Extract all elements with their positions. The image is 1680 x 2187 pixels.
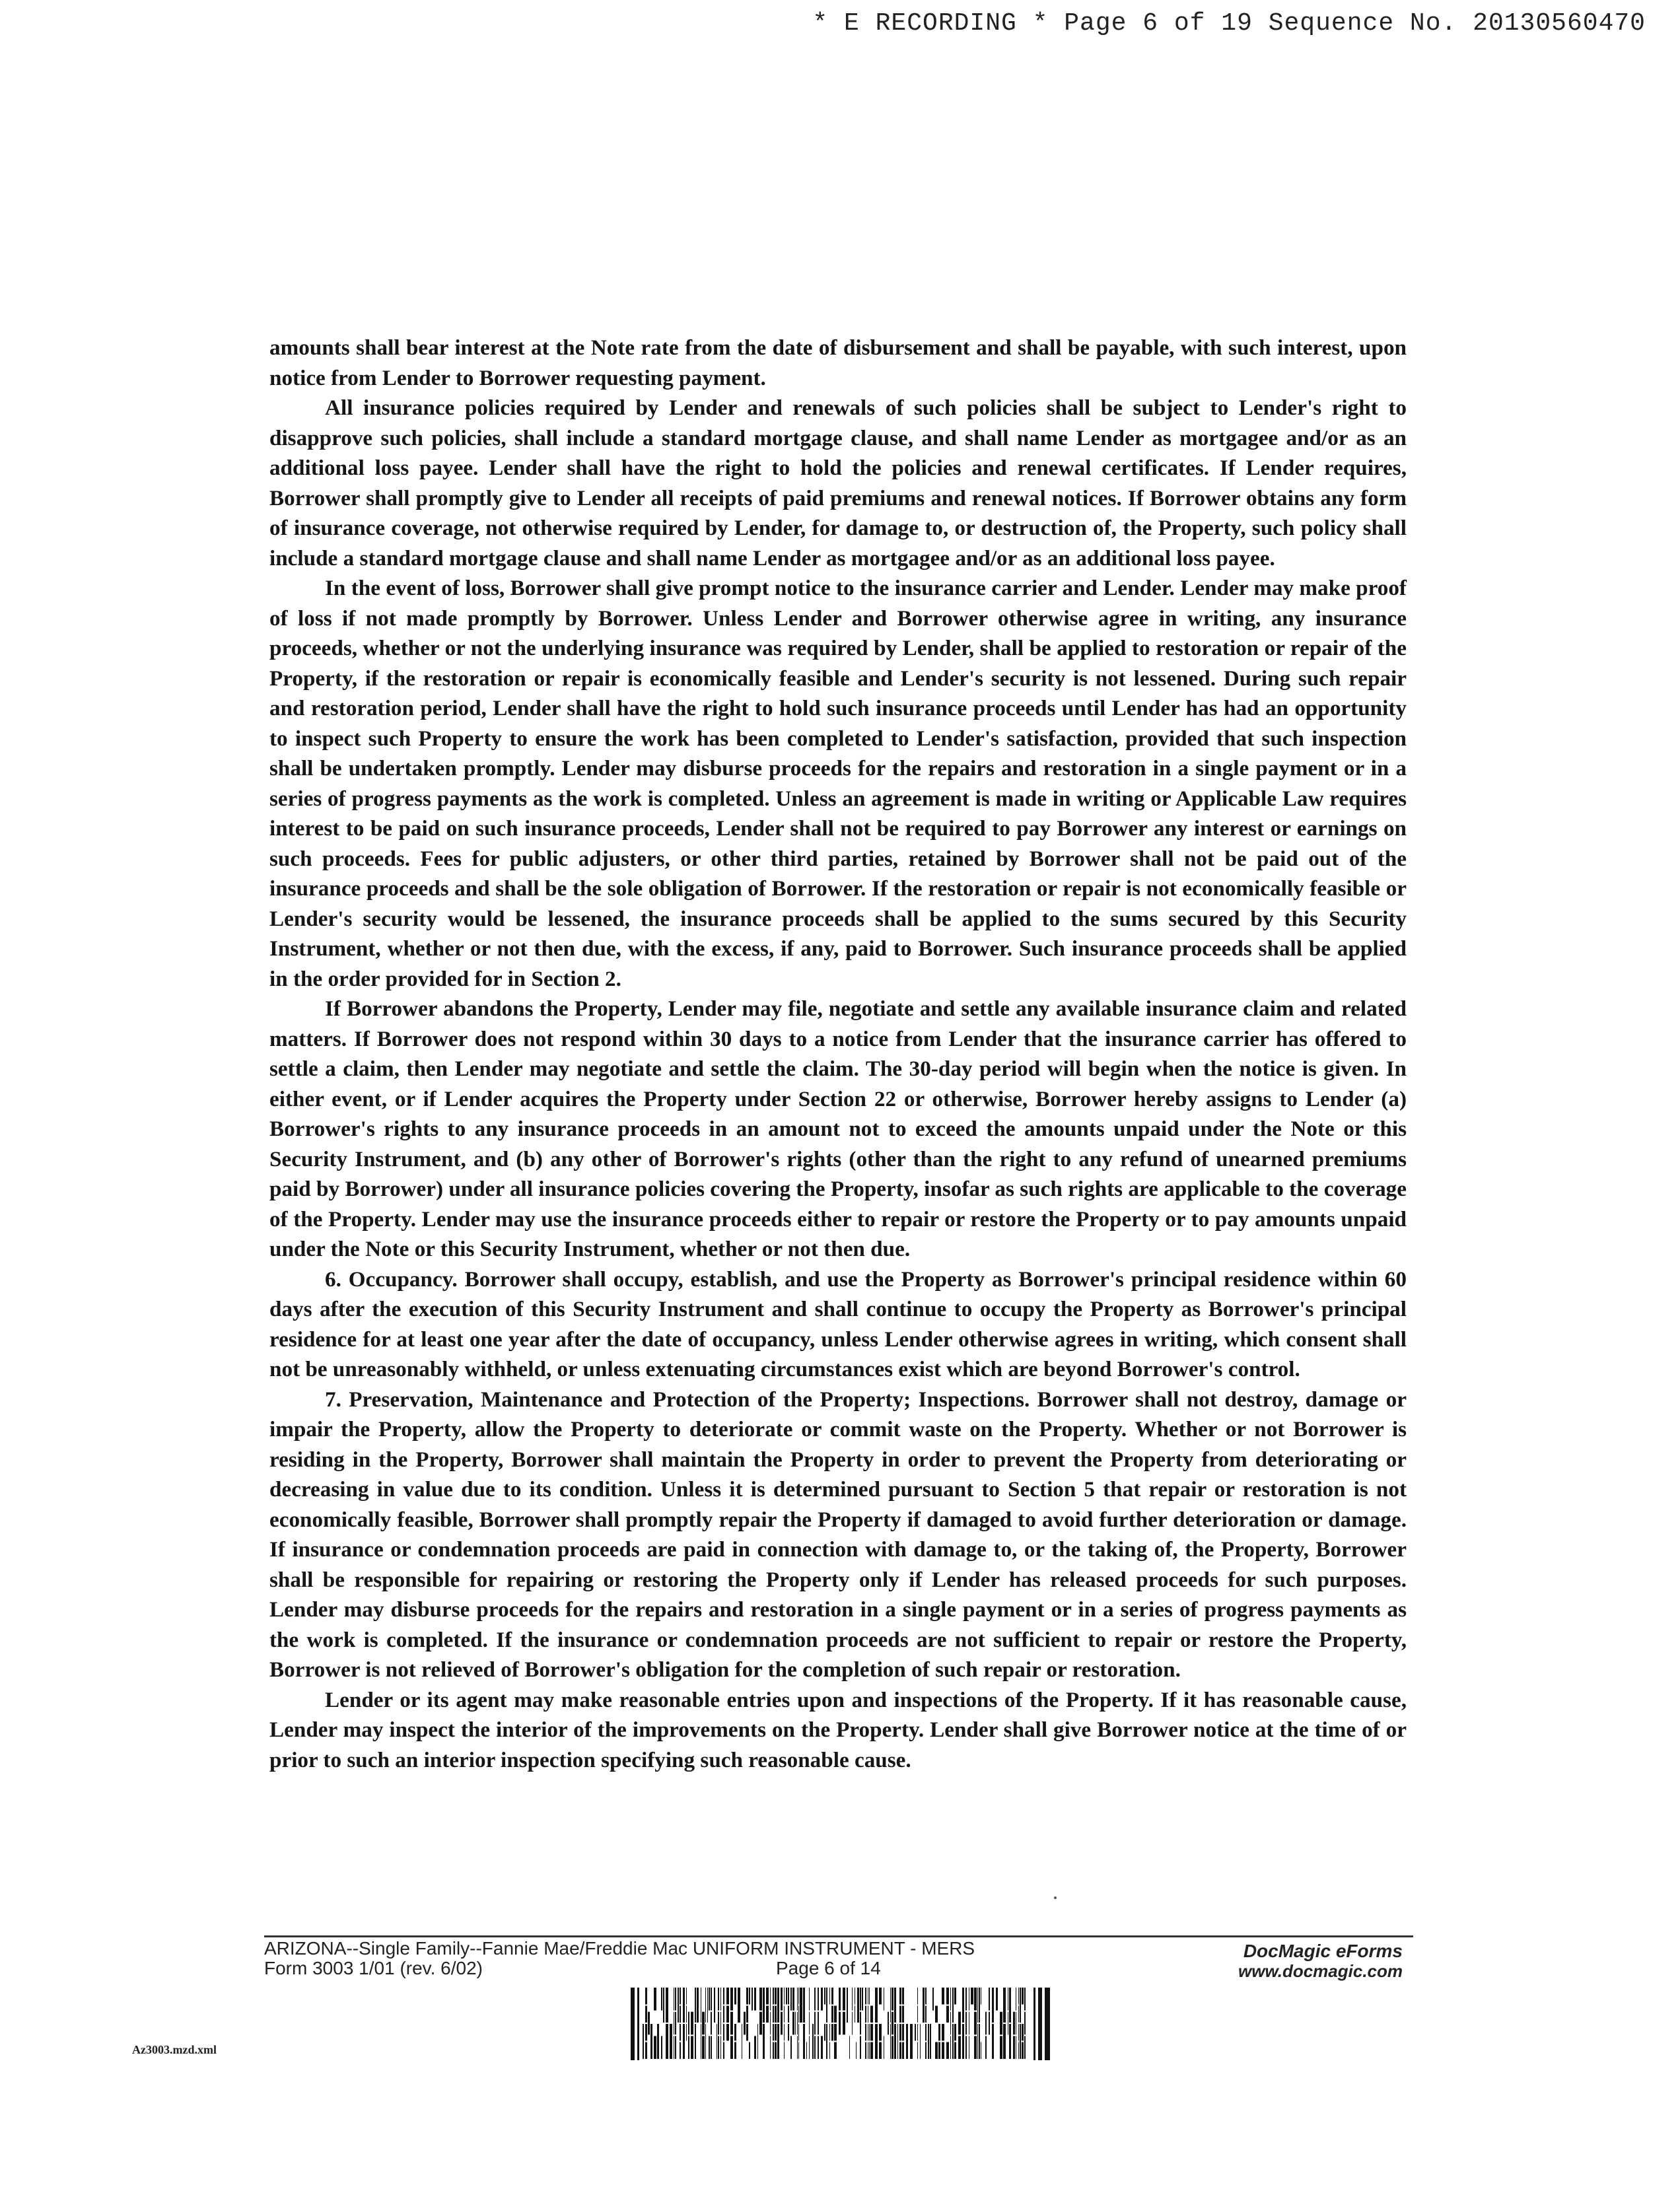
form-title: ARIZONA--Single Family--Fannie Mae/Freddie Mac UNIFORM INSTRUMENT - MERS bbox=[264, 1938, 975, 1959]
paragraph-1: amounts shall bear interest at the Note rate from the date of disbursement and shall be payable, with such interest, upon notice from Lender to Borrower requesting payment. bbox=[269, 335, 1407, 390]
paragraph-4: If Borrower abandons the Property, Lender may file, negotiate and settle any available insurance claim and related matters. If Borrower does not respond within 30 days to a notice from Lender that the insurance carrier has offered to settle a claim, then Lender may negotiate and settle the claim. The 30-day period will begin when the notice is given. In either event, or if Lender acquires the Property under Section 22 or otherwise, Borrower hereby assigns to Lender (a) Borrower's rights to any insurance proceeds in an amount not to exceed the amounts unpaid under the Note or this Security Instrument, and (b) any other of Borrower's rights (other than the right to any refund of unearned premiums paid by Borrower) under all insurance policies covering the Property, insofar as such rights are applicable to the coverage of the Property. Lender may use the insurance proceeds either to repair or restore the Property or to pay amounts unpaid under the Note or this Security Instrument, whether or not then due. bbox=[269, 996, 1407, 1261]
paragraph-2: All insurance policies required by Lender and renewals of such policies shall be subject to Lender's right to disapprove such policies, shall include a standard mortgage clause, and shall name Lender as mortgagee and/or as an additional loss payee. Lender shall have the right to hold the policies and renewal certificates. If Lender requires, Borrower shall promptly give to Lender all receipts of paid premiums and renewal notices. If Borrower obtains any form of insurance coverage, not otherwise required by Lender, for damage to, or destruction of, the Property, such policy shall include a standard mortgage clause and shall name Lender as mortgagee and/or as an additional loss payee. bbox=[269, 396, 1407, 571]
stray-mark bbox=[1054, 1896, 1057, 1899]
page-number: Page 6 of 14 bbox=[776, 1958, 881, 1978]
section-7-preservation: 7. Preservation, Maintenance and Protection of the Property; Inspections. Borrower shall not destroy, damage or impair the Property, allow the Property to deteriorate or commit waste on the Property. Whether or not Borrower is residing in the Property, Borrower shall maintain the Property in order to prevent the Property from deteriorating or decreasing in value due to its condition. Unless it is determined pursuant to Section 5 that repair or restoration is not economically feasible, Borrower shall promptly repair the Property if damaged to avoid further deterioration or damage. If insurance or condemnation proceeds are paid in connection with damage to, or the taking of, the Property, Borrower shall be responsible for repairing or restoring the Property only if Lender has released proceeds for such purposes. Lender may disburse proceeds for the repairs and restoration in a single payment or in a series of progress payments as the work is completed. If the insurance or condemnation proceeds are not sufficient to repair or restore the Property, Borrower is not relieved of Borrower's obligation for the completion of such repair or restoration. bbox=[269, 1387, 1407, 1682]
section-heading: 6. Occupancy. bbox=[325, 1267, 458, 1292]
section-heading: 7. Preservation, Maintenance and Protection of the Property; Inspections. bbox=[325, 1387, 1030, 1412]
form-number: Form 3003 1/01 (rev. 6/02) bbox=[264, 1958, 483, 1978]
file-identifier: Az3003.mzd.xml bbox=[132, 2043, 217, 2056]
paragraph-inspections: Lender or its agent may make reasonable entries upon and inspections of the Property. If it has reasonable cause, Lender may inspect the interior of the improvements on the Property. Lender shall give Borrower notice at the time of or prior to such an interior inspection specifying such reasonable cause. bbox=[269, 1687, 1407, 1772]
footer-divider bbox=[264, 1935, 1413, 1937]
recording-header: * E RECORDING * Page 6 of 19 Sequence No. 20130560470 bbox=[812, 9, 1646, 38]
vendor-url: www.docmagic.com bbox=[1238, 1961, 1403, 1981]
document-body bbox=[269, 333, 1407, 1775]
paragraph-3: In the event of loss, Borrower shall give prompt notice to the insurance carrier and Lender. Lender may make proof of loss if not made promptly by Borrower. Unless Lender and Borrower otherwise agree in writing, any insurance proceeds, whether or not the underlying insurance was required by Lender, shall be applied to restoration or repair of the Property, if the restoration or repair is economically feasible and Lender's security is not lessened. During such repair and restoration period, Lender shall have the right to hold such insurance proceeds until Lender has had an opportunity to inspect such Property to ensure the work has been completed to Lender's satisfaction, provided that such inspection shall be undertaken promptly. Lender may disburse proceeds for the repairs and restoration in a single payment or in a series of progress payments as the work is completed. Unless an agreement is made in writing or Applicable Law requires interest to be paid on such insurance proceeds, Lender shall not be required to pay Borrower any interest or earnings on such proceeds. Fees for public adjusters, or other third parties, retained by Borrower shall not be paid out of the insurance proceeds and shall be the sole obligation of Borrower. If the restoration or repair is not economically feasible or Lender's security would be lessened, the insurance proceeds shall be applied to the sums secured by this Security Instrument, whether or not then due, with the excess, if any, paid to Borrower. Such insurance proceeds shall be applied in the order provided for in Section 2. bbox=[269, 576, 1407, 991]
section-6-occupancy: 6. Occupancy. Borrower shall occupy, establish, and use the Property as Borrower's principal residence within 60 days after the execution of this Security Instrument and shall continue to occupy the Property as Borrower's principal residence for at least one year after the date of occupancy, unless Lender otherwise agrees in writing, which consent shall not be unreasonably withheld, or unless extenuating circumstances exist which are beyond Borrower's control. bbox=[269, 1267, 1407, 1381]
vendor-brand: DocMagic eForms bbox=[1243, 1941, 1403, 1961]
vendor-mark bbox=[1238, 1941, 1403, 1981]
barcode-icon bbox=[631, 1988, 1053, 2060]
